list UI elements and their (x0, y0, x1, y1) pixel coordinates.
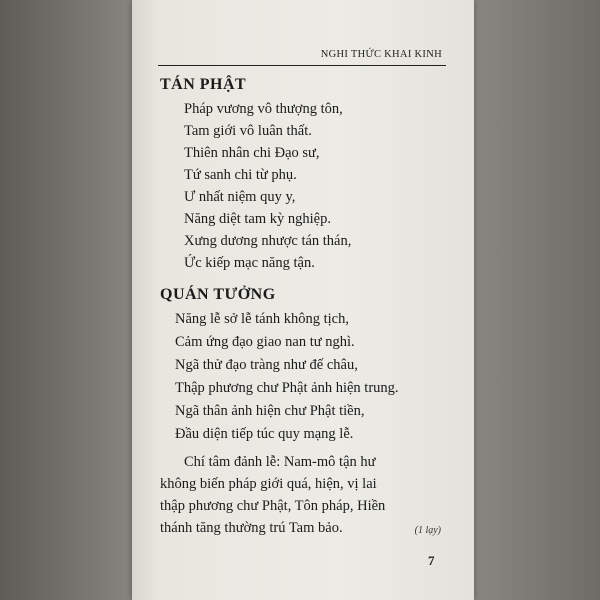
running-header: NGHI THỨC KHAI KINH (320, 49, 442, 60)
verse-line: Năng lễ sở lễ tánh không tịch, (175, 311, 349, 327)
prayer-line: Chí tâm đảnh lễ: Nam-mô tận hư (184, 454, 376, 470)
verse-line: Ngã thân ảnh hiện chư Phật tiền, (175, 403, 365, 419)
page-number: 7 (428, 553, 435, 568)
verse-line: Thiên nhân chi Đạo sư, (184, 145, 320, 161)
prayer-line: không biến pháp giới quá, hiện, vị lai (160, 476, 377, 492)
verse-line: Ư nhất niệm quy y, (184, 189, 296, 205)
prayer-line: thánh tăng thường trú Tam bảo. (160, 520, 343, 536)
verse-line: Cảm ứng đạo giao nan tư nghì. (175, 334, 355, 350)
section-heading-tan-phat: TÁN PHẬT (160, 76, 247, 93)
section-heading-quan-tuong: QUÁN TƯỞNG (160, 286, 276, 303)
background-right (470, 0, 600, 600)
verse-line: Pháp vương vô thượng tôn, (184, 101, 343, 117)
verse-line: Tam giới vô luân thất. (184, 123, 312, 139)
verse-line: Đầu diện tiếp túc quy mạng lễ. (175, 426, 354, 442)
verse-line: Ức kiếp mạc năng tận. (184, 255, 315, 271)
verse-line: Tứ sanh chi từ phụ. (184, 167, 297, 183)
verse-line: Năng diệt tam kỳ nghiệp. (184, 211, 331, 227)
background-left (0, 0, 140, 600)
header-rule (158, 65, 446, 66)
verse-line: Xưng dương nhược tán thán, (184, 233, 352, 249)
verse-line: Thập phương chư Phật ảnh hiện trung. (175, 380, 399, 396)
prostration-note: (1 lạy) (414, 525, 441, 536)
verse-line: Ngã thử đạo tràng như đế châu, (175, 357, 358, 373)
prayer-line: thập phương chư Phật, Tôn pháp, Hiền (160, 498, 386, 514)
